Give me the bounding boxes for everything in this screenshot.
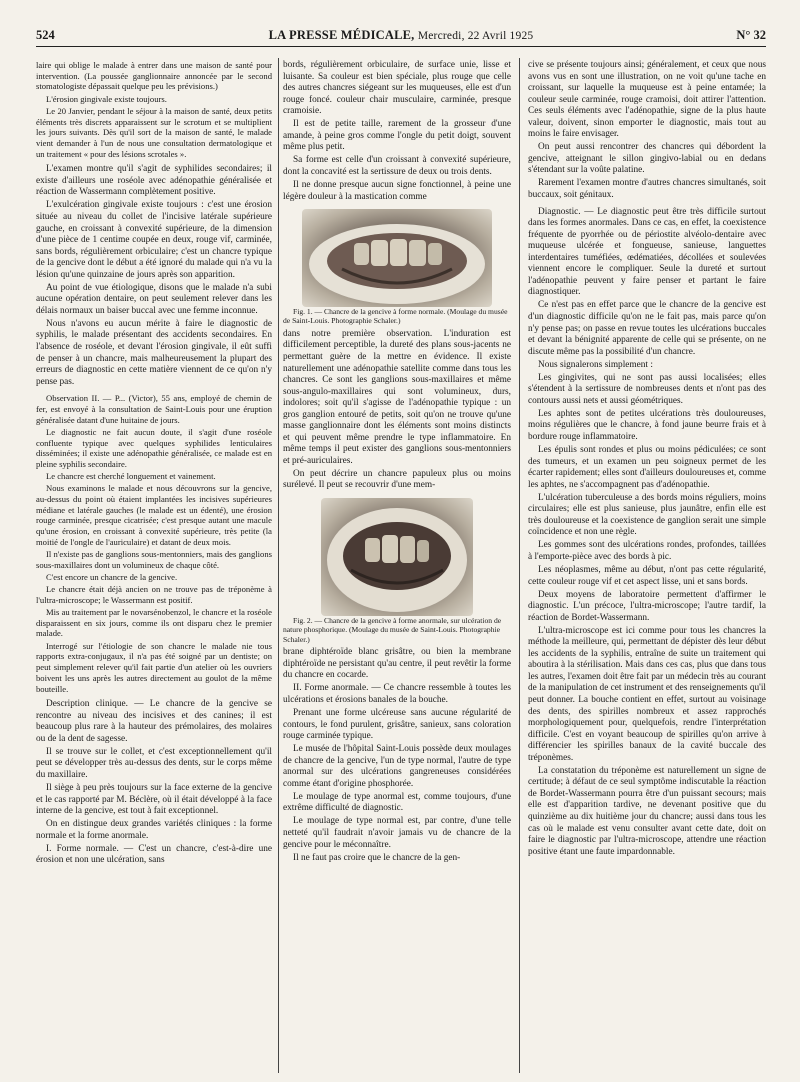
paragraph: Il se trouve sur le collet, et c'est exceptionnellement qu'il peut se développer très au-dessus des dents, sur le corps même du maxillaire. xyxy=(36,746,272,780)
paragraph: L'exulcération gingivale existe toujours : c'est une érosion située au niveau du collet de l'incisive latérale supérieure gauche, en croissant à convexité supérieure, de la dimension d'une pièce de 1 centime coupée en deux, rouge vif, carminée, sans bords, régulièrement orbiculaire; c'est un chancre typique de la gencive dont le début a été ignoré du malade qui n'a vu la lésion qu'une quinzaine de jours après son apparition. xyxy=(36,200,272,280)
paragraph: Il n'existe pas de ganglions sous-mentonniers, mais des ganglions sous-maxillaires dont un volumineux de chaque côté. xyxy=(36,549,272,570)
paragraph: bords, régulièrement orbiculaire, de surface unie, lisse et luisante. Sa couleur est bien spéciale, plus rouge que celle des autres chancres siégeant sur les muqueuses, elle est d'un rouge foncé. couleur chair musculaire, carminée, presque cramoisie. xyxy=(283,60,511,117)
text-column-3 xyxy=(528,60,766,1072)
paragraph: Il ne faut pas croire que le chancre de la gen- xyxy=(293,852,461,863)
figure-1 xyxy=(283,209,511,326)
paragraph: II. Forme anormale. — Ce chancre ressemble à toutes les ulcérations et érosions banales de la bouche. xyxy=(283,683,511,705)
figure-1-photo xyxy=(302,209,492,307)
paragraph: On peut aussi rencontrer des chancres qui débordent la gencive, atteignant le sillon gingivo-labial ou en dedans s'étendant sur la voûte palatine. xyxy=(528,142,766,176)
paragraph: Le moulage de type normal est, par contre, d'une telle netteté qu'il faudrait n'avoir jamais vu de chancre de la gencive pour le méconnaître. xyxy=(283,816,511,850)
paragraph: brane diphtéroïde blanc grisâtre, ou bien la membrane diphtéroïde ne persistant qu'au centre, il peut revêtir la forme du chancre en cocarde. xyxy=(283,647,511,681)
paragraph: Les aphtes sont de petites ulcérations très douloureuses, moins régulières que le chancre, à fond jaune beurre frais et à bordure rouge inflammatoire. xyxy=(528,408,766,442)
paragraph: Les gingivites, qui ne sont pas aussi localisées; elles s'étendent à la sertissure de nombreuses dents et n'ont pas des contours aussi nets et aussi géométriques. xyxy=(528,372,766,406)
paragraph: Interrogé sur l'étiologie de son chancre le malade nie tous rapports extra-conjugaux, il n'a pas été soigné par un dentiste; on peut simplement relever qu'il fait partie d'un atelier où les ouvriers boivent les uns après les autres directement au goulot de la même bouteille. xyxy=(36,640,272,694)
paragraph: On en distingue deux grandes variétés cliniques : la forme normale et la forme anormale. xyxy=(36,819,272,841)
section-heading-diagnostic: Diagnostic. — Le diagnostic peut être très difficile surtout dans les formes anormales. Dans ce cas, en effet, la coexistence fréquente de pyorrhée ou de périostite alvéolo-dentaire avec muqueuse ulcérée et fongueuse, sanieuse, languettes interdentaires tuméfiées, œdématiées, décollées et soulevées viennent encore le compliquer. Seule la dureté et surtout l'adénopathie peuvent y faire penser et partant le faire diagnostiquer. xyxy=(528,206,766,298)
figure-2-caption: Fig. 2. — Chancre de la gencive à forme anormale, sur ulcération de nature phosphorique. (Moulage du musée de Saint-Louis. Photographie Schaler.) xyxy=(283,616,502,644)
paragraph: Le chancre était déjà ancien on ne trouve pas de tréponème à l'ultra-microscope; le Wassermann est positif. xyxy=(36,584,272,605)
paragraph: Mis au traitement par le novarsénobenzol, le chancre et la roséole disparaissent en six jours, comme ils ont disparu chez le premier malade. xyxy=(36,607,272,639)
paragraph: Ce n'est pas en effet parce que le chancre de la gencive est d'un diagnostic difficile qu'on ne le fait pas, mais parce qu'on n'y pense pas; on passe en revue toutes les ulcérations buccales et devant la bénignité apparente de celle qui se présente, on ne discute même pas la possibilité d'un chancre. xyxy=(528,300,766,357)
paragraph: Le 20 Janvier, pendant le séjour à la maison de santé, deux petits éléments très discrets apparaissent sur le scrotum et se multiplient les jours suivants. Dès qu'il sort de la maison de santé, le malade vient demander à l'un de nous une consultation dermatologique et un traitement « pour des lésions scrotales ». xyxy=(36,105,272,159)
figure-1-caption: Fig. 1. — Chancre de la gencive à forme normale. (Moulage du musée de Saint-Louis. Photographie Schaler.) xyxy=(283,307,508,326)
header-rule xyxy=(36,46,766,47)
paragraph: Les gommes sont des ulcérations rondes, profondes, taillées à l'emporte-pièce avec des bords à pic. xyxy=(528,540,766,562)
paragraph: La constatation du tréponème est naturellement un signe de certitude; à défaut de ce seul symptôme indiscutable la réaction de Bordet-Wassermann pourra être d'un puissant secours; mais elle est d'apparition tardive, ne devenant positive que du quinzième au dix huitième jour du chancre; aussi dans tous les cas où le malade est venu consulter avant cette date, doit on faire le diagnostic par l'ultra-microscope, attendre une réaction positive étant une faute impardonnable. xyxy=(528,765,766,857)
paragraph: Nous n'avons eu aucun mérite à faire le diagnostic de syphilis, le malade présentant des accidents secondaires. En l'absence de roséole, et devant l'érosion gingivale, il eût suffi de penser à un chancre, mais malheureusement la plupart des erreurs de diagnostic en cette matière viennent de ce qu'on n'y pense pas. xyxy=(36,318,272,387)
text-column-2 xyxy=(283,60,511,1072)
issue-number: N° 32 xyxy=(736,28,766,42)
paragraph: Rarement l'examen montre d'autres chancres simultanés, soit buccaux, soit génitaux. xyxy=(528,178,766,201)
observation-heading: Observation II. — P... (Victor), 55 ans, employé de chemin de fer, est envoyé à la consultation de Saint-Louis pour une éruption généralisée datant d'une huitaine de jours. xyxy=(36,393,272,425)
section-heading-description: Description clinique. — Le chancre de la gencive se rencontre au niveau des incisives et des canines; il est beaucoup plus rare à la hauteur des prémolaires, des molaires ou de la dent de sagesse. xyxy=(36,699,272,744)
paragraph: L'examen montre qu'il s'agit de syphilides secondaires; il existe d'ailleurs une roséole avec adénopathie généralisée et réaction de Wassermann complètement positive. xyxy=(36,164,272,198)
paragraph: Nous examinons le malade et nous découvrons sur la gencive, au-dessus du point où étaient implantées les incisives supérieures médiane et latérale gauches (le malade est un édenté), une érosion rouge carminée, presque cicatrisée; c'est presque autant une macule qu'une érosion, en croissant à convexité supérieure, très petite (la moitié de l'ongle de l'auriculaire) et datant de deux mois. xyxy=(36,483,272,547)
paragraph: Il est de petite taille, rarement de la grosseur d'une amande, à peine gros comme l'ongle du petit doigt, souvent même plus petit. xyxy=(283,119,511,153)
paragraph: laire qui oblige le malade à entrer dans une maison de santé pour intervention. (La poussée ganglionnaire annoncée par le second stomatologiste dépassait quelque peu les prévisions.) xyxy=(36,60,272,92)
paragraph: Sa forme est celle d'un croissant à convexité supérieure, dont la concavité est la sertissure de deux ou trois dents. xyxy=(283,155,511,177)
paragraph: On peut décrire un chancre papuleux plus ou moins surélevé. Il peut se recouvrir d'une mem- xyxy=(283,468,511,491)
paragraph: L'ulcération tuberculeuse a des bords moins réguliers, moins circulaires; elle est plus sanieuse, plus jaunâtre, enfin elle est très douloureuse et la coexistence de ganglion serait une simple coïncidence et non une règle. xyxy=(528,492,766,538)
paragraph: Il siège à peu près toujours sur la face externe de la gencive et le cas rapporté par M. Béclère, où il était développé à la face interne de la gencive, est tout à fait exceptionnel. xyxy=(36,783,272,817)
page-header xyxy=(36,26,766,46)
page-number: 524 xyxy=(36,28,55,42)
paragraph: Les néoplasmes, même au début, n'ont pas cette régularité, cette couleur rouge vif et cet aspect lisse, uni et sans bords. xyxy=(528,564,766,587)
column-divider xyxy=(278,58,279,1073)
paragraph: dans notre première observation. L'induration est difficilement perceptible, la dureté des plans sous-jacents ne permettant guère de la mettre en évidence. Il existe naturellement une adénopathie satellite comme dans tous les chancres. Ce sont les ganglions sous-maxillaires et même sous-angulo-maxillaires qui sont volumineux, durs, indolores; soit qu'il s'agisse de l'adénopathie typique : un gros ganglion entouré de petits, soit qu'on ne trouve qu'une masse ganglionnaire dont les éléments sont moins distincts et qui peuvent même prendre le type inflammatoire. En même temps il peut exister des ganglions sous-mentonniers et pré-auriculaires. xyxy=(283,328,511,466)
issue-date: Mercredi, 22 Avril 1925 xyxy=(417,30,534,42)
paragraph: L'ultra-microscope est ici comme pour tous les chancres la méthode la meilleure, qui, permettant de dépister dès leur début les accidents de la syphilis, entraîne de suite un traitement qui aboutira à la stérilisation. Mais dans ces cas, plus que dans tous les autres, l'examen doit être fait par un médecin très au courant de la manipulation de cet instrument et des renseignements qu'il peut donner. La bouche contient en effet, surtout au voisinage des dents, des spirilles nombreux et assez rapprochés morphologiquement pour, quelquefois, rendre l'interprétation difficile. C'est en voyant beaucoup de spirilles qu'on arrive à différencier les spirilles banaux de la cavité buccale des tréponèmes. xyxy=(528,625,766,763)
text-column-1 xyxy=(36,60,272,1072)
paragraph: C'est encore un chancre de la gencive. xyxy=(46,571,178,582)
paragraph: I. Forme normale. — C'est un chancre, c'est-à-dire une érosion et non une ulcération, sans xyxy=(36,843,272,866)
paragraph: Nous signalerons simplement : xyxy=(538,359,653,370)
column-divider xyxy=(519,58,520,1073)
paragraph: cive se présente toujours ainsi; généralement, et ceux que nous avons vus en sont une illustration, on ne voit qu'une tache en croissant, sur laquelle la muqueuse est à peine entamée; la couleur seule carminée, rouge cramoisi, doit attirer l'attention. Ces seuls éléments avec l'adénopathie, signe de la plus haute valeur, doivent, sinon emporter le diagnostic, mais tout au moins le faire envisager. xyxy=(528,60,766,140)
paragraph: Il ne donne presque aucun signe fonctionnel, à peine une légère douleur à la mastication comme xyxy=(283,179,511,202)
paragraph: Le musée de l'hôpital Saint-Louis possède deux moulages de chancre de la gencive, l'un de type normal, l'autre de type anormal sur des ulcérations gangreneuses considérées comme étant d'origine phosphorée. xyxy=(283,744,511,789)
paragraph: Le moulage de type anormal est, comme toujours, d'une extrême difficulté de diagnostic. xyxy=(283,791,511,814)
paragraph: L'érosion gingivale existe toujours. xyxy=(46,93,167,104)
paragraph: Les épulis sont rondes et plus ou moins pédiculées; ce sont des tumeurs, et un examen un peu soigneux permet de les écarter rapidement; elles sont d'ailleurs douloureuses et, comme les aphtes, ne s'accompagnent pas d'adénopathie. xyxy=(528,445,766,490)
journal-title-line xyxy=(36,28,766,43)
paragraph: Le diagnostic ne fait aucun doute, il s'agit d'une roséole confluente typique avec quelques syphilides lenticulaires disséminées; il existe une adénopathie généralisée, ce malade est en pleine syphilis secondaire. xyxy=(36,426,272,469)
journal-name: LA PRESSE MÉDICALE, xyxy=(268,28,415,42)
paragraph: Au point de vue étiologique, disons que le malade n'a subi aucune opération dentaire, on peut seulement relever dans les délais normaux un baiser buccal avec une femme inconnue. xyxy=(36,282,272,316)
paragraph: Deux moyens de laboratoire permettent d'affirmer le diagnostic. L'un précoce, l'ultra-microscope; l'autre tardif, la réaction de Bordet-Wassermann. xyxy=(528,589,766,623)
paragraph: Le chancre est cherché longuement et vainement. xyxy=(46,471,216,482)
figure-2 xyxy=(283,498,511,644)
paragraph: Prenant une forme ulcéreuse sans aucune régularité de contours, le fond purulent, grisâtre, sanieux, sans coloration rouge carminée typique. xyxy=(283,707,511,742)
figure-2-photo xyxy=(321,498,473,616)
